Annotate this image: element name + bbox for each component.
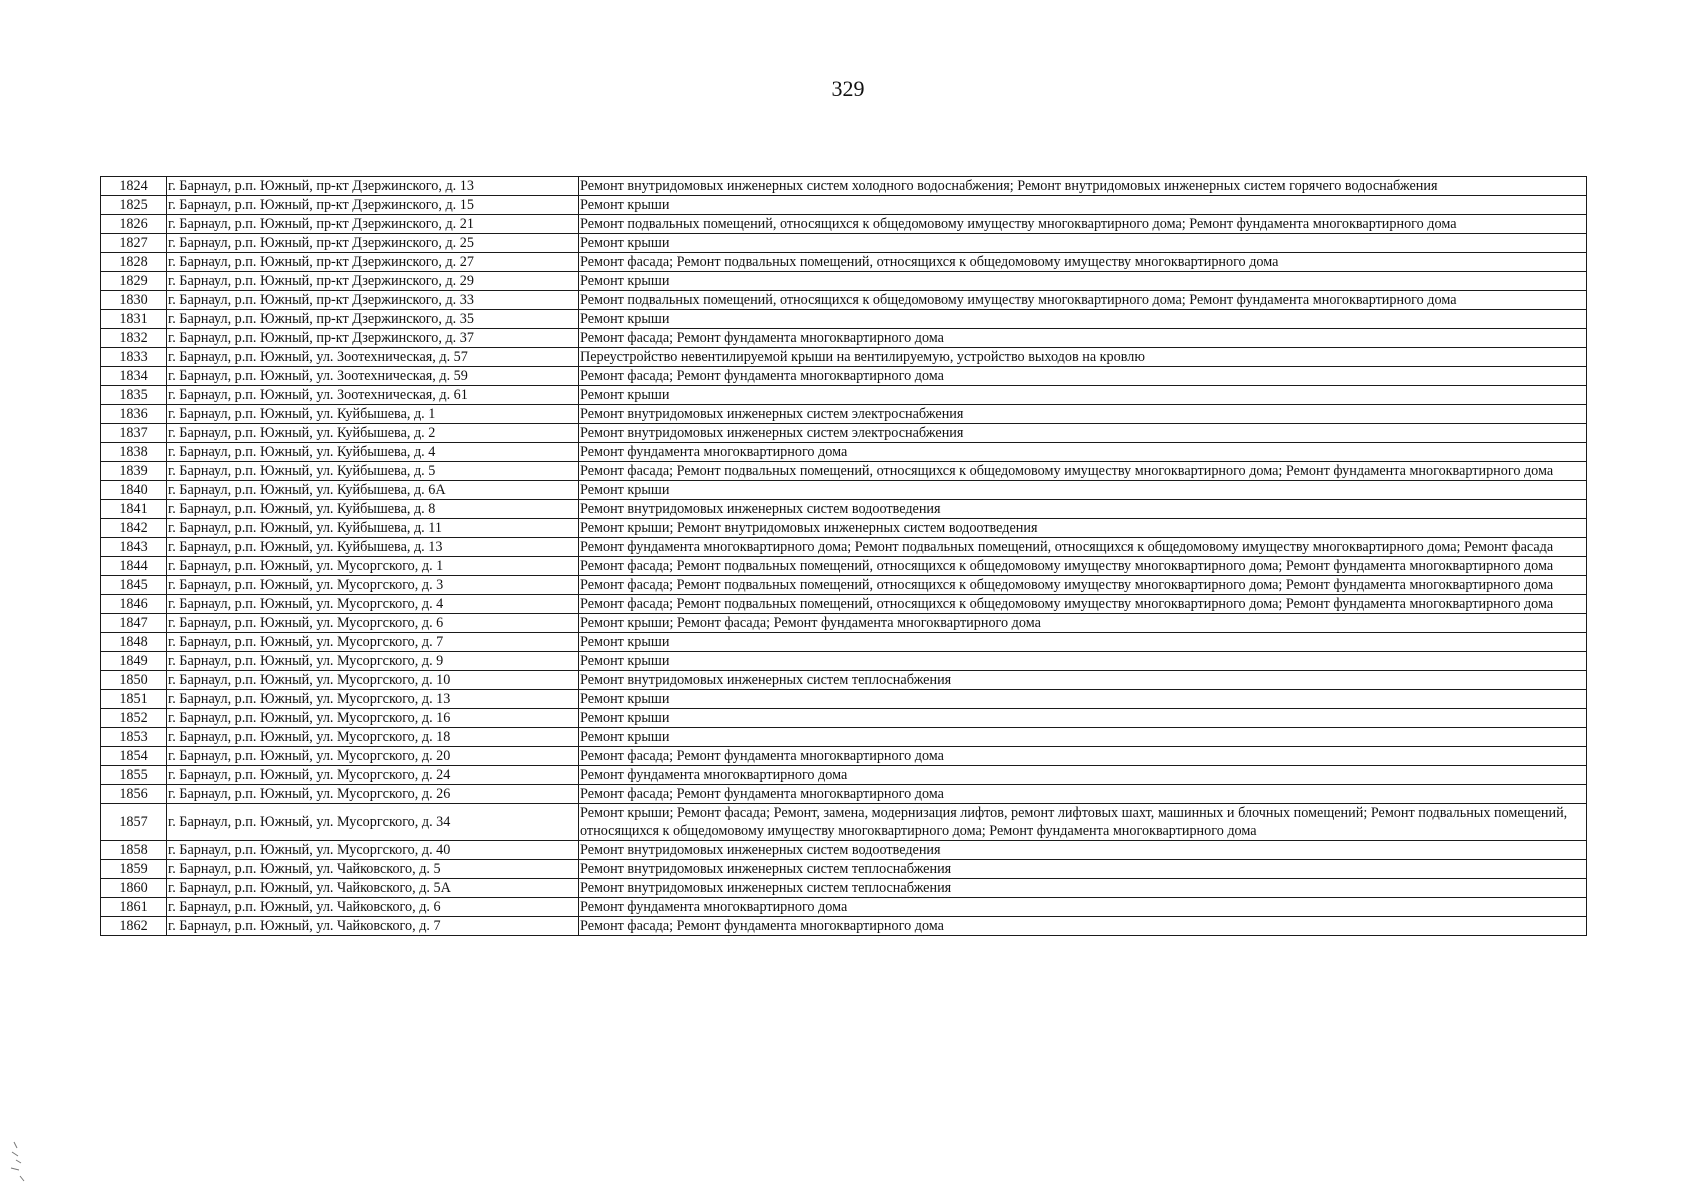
table-row <box>101 614 1587 633</box>
row-number: 1829 <box>101 272 167 291</box>
row-number: 1827 <box>101 234 167 253</box>
building-address: г. Барнаул, р.п. Южный, пр-кт Дзержинского, д. 29 <box>167 272 579 291</box>
row-number: 1846 <box>101 595 167 614</box>
building-address: г. Барнаул, р.п. Южный, пр-кт Дзержинского, д. 21 <box>167 215 579 234</box>
repair-works: Ремонт внутридомовых инженерных систем электроснабжения <box>579 405 1587 424</box>
row-number: 1831 <box>101 310 167 329</box>
row-number: 1839 <box>101 462 167 481</box>
row-number: 1849 <box>101 652 167 671</box>
repair-works: Ремонт фасада; Ремонт фундамента многоквартирного дома <box>579 917 1587 936</box>
building-address: г. Барнаул, р.п. Южный, ул. Мусоргского, д. 1 <box>167 557 579 576</box>
table-row <box>101 348 1587 367</box>
table-row <box>101 215 1587 234</box>
row-number: 1859 <box>101 860 167 879</box>
row-number: 1843 <box>101 538 167 557</box>
repair-registry-table <box>100 176 1587 936</box>
repair-works: Ремонт крыши <box>579 633 1587 652</box>
building-address: г. Барнаул, р.п. Южный, ул. Куйбышева, д. 8 <box>167 500 579 519</box>
building-address: г. Барнаул, р.п. Южный, ул. Мусоргского, д. 18 <box>167 728 579 747</box>
table-row <box>101 860 1587 879</box>
row-number: 1841 <box>101 500 167 519</box>
repair-works: Ремонт крыши <box>579 652 1587 671</box>
table-row <box>101 690 1587 709</box>
row-number: 1844 <box>101 557 167 576</box>
building-address: г. Барнаул, р.п. Южный, пр-кт Дзержинского, д. 15 <box>167 196 579 215</box>
row-number: 1834 <box>101 367 167 386</box>
table-row <box>101 386 1587 405</box>
row-number: 1848 <box>101 633 167 652</box>
table-row <box>101 367 1587 386</box>
row-number: 1850 <box>101 671 167 690</box>
repair-works: Ремонт крыши <box>579 234 1587 253</box>
table-row <box>101 709 1587 728</box>
building-address: г. Барнаул, р.п. Южный, ул. Мусоргского, д. 34 <box>167 804 579 841</box>
registry-body <box>101 177 1587 936</box>
row-number: 1845 <box>101 576 167 595</box>
repair-works: Ремонт внутридомовых инженерных систем теплоснабжения <box>579 879 1587 898</box>
repair-works: Ремонт внутридомовых инженерных систем водоотведения <box>579 500 1587 519</box>
row-number: 1832 <box>101 329 167 348</box>
repair-works: Ремонт фасада; Ремонт подвальных помещений, относящихся к общедомовому имуществу многоквартирного дома; Ремонт фундамента многоквартирного дома <box>579 462 1587 481</box>
table-row <box>101 785 1587 804</box>
repair-works: Ремонт фундамента многоквартирного дома; Ремонт подвальных помещений, относящихся к общедомовому имуществу многоквартирного дома; Ремонт фасада <box>579 538 1587 557</box>
repair-works: Ремонт фасада; Ремонт подвальных помещений, относящихся к общедомовому имуществу многоквартирного дома <box>579 253 1587 272</box>
building-address: г. Барнаул, р.п. Южный, ул. Куйбышева, д. 4 <box>167 443 579 462</box>
repair-works: Ремонт крыши <box>579 272 1587 291</box>
building-address: г. Барнаул, р.п. Южный, ул. Мусоргского, д. 10 <box>167 671 579 690</box>
repair-works: Ремонт подвальных помещений, относящихся к общедомовому имуществу многоквартирного дома; Ремонт фундамента многоквартирного дома <box>579 291 1587 310</box>
table-row <box>101 576 1587 595</box>
row-number: 1860 <box>101 879 167 898</box>
building-address: г. Барнаул, р.п. Южный, ул. Мусоргского, д. 20 <box>167 747 579 766</box>
repair-works: Ремонт внутридомовых инженерных систем теплоснабжения <box>579 671 1587 690</box>
building-address: г. Барнаул, р.п. Южный, пр-кт Дзержинского, д. 37 <box>167 329 579 348</box>
repair-works: Ремонт крыши <box>579 690 1587 709</box>
building-address: г. Барнаул, р.п. Южный, ул. Чайковского, д. 5А <box>167 879 579 898</box>
building-address: г. Барнаул, р.п. Южный, ул. Куйбышева, д. 1 <box>167 405 579 424</box>
building-address: г. Барнаул, р.п. Южный, ул. Зоотехническая, д. 61 <box>167 386 579 405</box>
building-address: г. Барнаул, р.п. Южный, ул. Чайковского, д. 5 <box>167 860 579 879</box>
row-number: 1851 <box>101 690 167 709</box>
row-number: 1855 <box>101 766 167 785</box>
building-address: г. Барнаул, р.п. Южный, ул. Мусоргского, д. 40 <box>167 841 579 860</box>
repair-works: Ремонт крыши; Ремонт фасада; Ремонт фундамента многоквартирного дома <box>579 614 1587 633</box>
repair-works: Ремонт фундамента многоквартирного дома <box>579 443 1587 462</box>
building-address: г. Барнаул, р.п. Южный, ул. Зоотехническая, д. 59 <box>167 367 579 386</box>
repair-works: Ремонт крыши; Ремонт внутридомовых инженерных систем водоотведения <box>579 519 1587 538</box>
table-row <box>101 879 1587 898</box>
building-address: г. Барнаул, р.п. Южный, пр-кт Дзержинского, д. 13 <box>167 177 579 196</box>
building-address: г. Барнаул, р.п. Южный, ул. Мусоргского, д. 6 <box>167 614 579 633</box>
repair-works: Ремонт крыши <box>579 709 1587 728</box>
repair-works: Ремонт внутридомовых инженерных систем холодного водоснабжения; Ремонт внутридомовых инженерных систем горячего водоснабжения <box>579 177 1587 196</box>
row-number: 1835 <box>101 386 167 405</box>
building-address: г. Барнаул, р.п. Южный, ул. Мусоргского, д. 13 <box>167 690 579 709</box>
repair-works: Ремонт крыши <box>579 196 1587 215</box>
table-row <box>101 310 1587 329</box>
row-number: 1828 <box>101 253 167 272</box>
row-number: 1833 <box>101 348 167 367</box>
row-number: 1853 <box>101 728 167 747</box>
repair-works: Ремонт подвальных помещений, относящихся к общедомовому имуществу многоквартирного дома; Ремонт фундамента многоквартирного дома <box>579 215 1587 234</box>
table-row <box>101 728 1587 747</box>
table-row <box>101 329 1587 348</box>
table-row <box>101 405 1587 424</box>
table-row <box>101 747 1587 766</box>
table-row <box>101 898 1587 917</box>
building-address: г. Барнаул, р.п. Южный, ул. Куйбышева, д. 2 <box>167 424 579 443</box>
table-row <box>101 424 1587 443</box>
building-address: г. Барнаул, р.п. Южный, ул. Мусоргского, д. 9 <box>167 652 579 671</box>
row-number: 1826 <box>101 215 167 234</box>
table-row <box>101 196 1587 215</box>
table-row <box>101 841 1587 860</box>
row-number: 1861 <box>101 898 167 917</box>
building-address: г. Барнаул, р.п. Южный, ул. Мусоргского, д. 3 <box>167 576 579 595</box>
table-row <box>101 481 1587 500</box>
building-address: г. Барнаул, р.п. Южный, пр-кт Дзержинского, д. 27 <box>167 253 579 272</box>
repair-works: Ремонт крыши <box>579 310 1587 329</box>
building-address: г. Барнаул, р.п. Южный, пр-кт Дзержинского, д. 35 <box>167 310 579 329</box>
row-number: 1830 <box>101 291 167 310</box>
scan-speck-marks <box>8 1140 38 1190</box>
repair-works: Ремонт фасада; Ремонт подвальных помещений, относящихся к общедомовому имуществу многоквартирного дома; Ремонт фундамента многоквартирного дома <box>579 557 1587 576</box>
table-row <box>101 766 1587 785</box>
table-row <box>101 633 1587 652</box>
repair-works: Ремонт внутридомовых инженерных систем теплоснабжения <box>579 860 1587 879</box>
table-row <box>101 291 1587 310</box>
row-number: 1840 <box>101 481 167 500</box>
table-row <box>101 519 1587 538</box>
table-row <box>101 595 1587 614</box>
building-address: г. Барнаул, р.п. Южный, ул. Мусоргского, д. 16 <box>167 709 579 728</box>
row-number: 1852 <box>101 709 167 728</box>
row-number: 1862 <box>101 917 167 936</box>
table-row <box>101 917 1587 936</box>
building-address: г. Барнаул, р.п. Южный, ул. Куйбышева, д. 6А <box>167 481 579 500</box>
building-address: г. Барнаул, р.п. Южный, ул. Мусоргского, д. 4 <box>167 595 579 614</box>
page-number: 329 <box>831 76 865 101</box>
table-row <box>101 462 1587 481</box>
row-number: 1858 <box>101 841 167 860</box>
row-number: 1842 <box>101 519 167 538</box>
repair-works: Ремонт фасада; Ремонт фундамента многоквартирного дома <box>579 329 1587 348</box>
building-address: г. Барнаул, р.п. Южный, ул. Куйбышева, д. 11 <box>167 519 579 538</box>
table-row <box>101 804 1587 841</box>
row-number: 1824 <box>101 177 167 196</box>
repair-works: Ремонт фундамента многоквартирного дома <box>579 766 1587 785</box>
table-row <box>101 671 1587 690</box>
table-row <box>101 253 1587 272</box>
building-address: г. Барнаул, р.п. Южный, пр-кт Дзержинского, д. 33 <box>167 291 579 310</box>
row-number: 1857 <box>101 804 167 841</box>
building-address: г. Барнаул, р.п. Южный, ул. Чайковского, д. 7 <box>167 917 579 936</box>
building-address: г. Барнаул, р.п. Южный, ул. Мусоргского, д. 26 <box>167 785 579 804</box>
row-number: 1825 <box>101 196 167 215</box>
table-row <box>101 500 1587 519</box>
row-number: 1837 <box>101 424 167 443</box>
building-address: г. Барнаул, р.п. Южный, ул. Зоотехническая, д. 57 <box>167 348 579 367</box>
table-row <box>101 652 1587 671</box>
repair-works: Переустройство невентилируемой крыши на вентилируемую, устройство выходов на кровлю <box>579 348 1587 367</box>
table-row <box>101 177 1587 196</box>
repair-works: Ремонт крыши <box>579 386 1587 405</box>
row-number: 1847 <box>101 614 167 633</box>
table-row <box>101 443 1587 462</box>
repair-works: Ремонт фасада; Ремонт подвальных помещений, относящихся к общедомовому имуществу многоквартирного дома; Ремонт фундамента многоквартирного дома <box>579 595 1587 614</box>
repair-works: Ремонт внутридомовых инженерных систем водоотведения <box>579 841 1587 860</box>
repair-works: Ремонт крыши <box>579 728 1587 747</box>
building-address: г. Барнаул, р.п. Южный, ул. Куйбышева, д. 5 <box>167 462 579 481</box>
repair-works: Ремонт фасада; Ремонт фундамента многоквартирного дома <box>579 785 1587 804</box>
repair-works: Ремонт фундамента многоквартирного дома <box>579 898 1587 917</box>
building-address: г. Барнаул, р.п. Южный, ул. Куйбышева, д. 13 <box>167 538 579 557</box>
building-address: г. Барнаул, р.п. Южный, пр-кт Дзержинского, д. 25 <box>167 234 579 253</box>
row-number: 1838 <box>101 443 167 462</box>
table-row <box>101 538 1587 557</box>
row-number: 1856 <box>101 785 167 804</box>
repair-works: Ремонт крыши; Ремонт фасада; Ремонт, замена, модернизация лифтов, ремонт лифтовых шахт, машинных и блочных помещений; Ремонт подвальных помещений, относящихся к общедомовому имуществу многоквартирного дома; Ремонт фундамента многоквартирного дома <box>579 804 1587 841</box>
repair-works: Ремонт внутридомовых инженерных систем электроснабжения <box>579 424 1587 443</box>
repair-works: Ремонт крыши <box>579 481 1587 500</box>
repair-works: Ремонт фасада; Ремонт фундамента многоквартирного дома <box>579 747 1587 766</box>
row-number: 1836 <box>101 405 167 424</box>
table-row <box>101 557 1587 576</box>
table-row <box>101 234 1587 253</box>
repair-works: Ремонт фасада; Ремонт подвальных помещений, относящихся к общедомовому имуществу многоквартирного дома; Ремонт фундамента многоквартирного дома <box>579 576 1587 595</box>
table-row <box>101 272 1587 291</box>
row-number: 1854 <box>101 747 167 766</box>
building-address: г. Барнаул, р.п. Южный, ул. Мусоргского, д. 24 <box>167 766 579 785</box>
repair-works: Ремонт фасада; Ремонт фундамента многоквартирного дома <box>579 367 1587 386</box>
building-address: г. Барнаул, р.п. Южный, ул. Мусоргского, д. 7 <box>167 633 579 652</box>
building-address: г. Барнаул, р.п. Южный, ул. Чайковского, д. 6 <box>167 898 579 917</box>
